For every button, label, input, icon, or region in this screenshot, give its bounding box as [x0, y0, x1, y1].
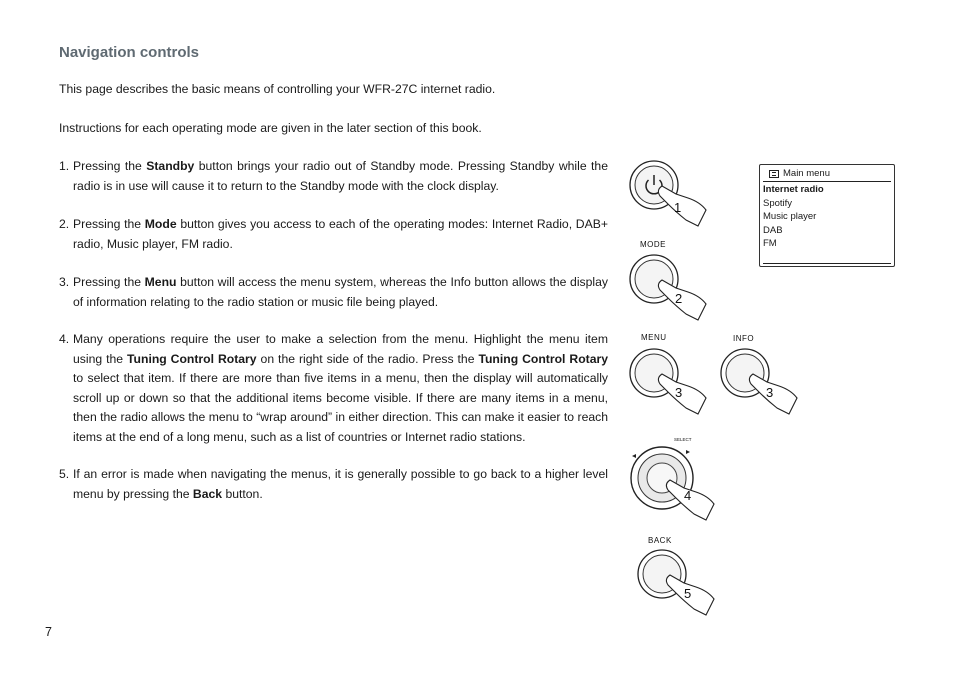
- step-number: 3.: [59, 275, 70, 289]
- intro-paragraph: This page describes the basic means of controlling your WFR-27C internet radio.: [59, 82, 496, 96]
- menu-list-icon: [769, 170, 779, 178]
- rotary-figure: [626, 440, 722, 524]
- rotary-left-arrow-icon: [632, 454, 636, 458]
- step-text: Pressing the Standby button brings your radio out of Standby mode. Pressing Standby while the radio is in use will cause it to return to the Standby mode with the clock display.: [73, 159, 608, 193]
- back-step-number: 5: [684, 586, 692, 601]
- menu-button-label: MENU: [641, 333, 667, 342]
- step-text: Pressing the Menu button will access the menu system, whereas the Info button allows the display of information relating to the radio station or music file being played.: [73, 275, 608, 309]
- display-header: [760, 165, 894, 181]
- display-menu-item[interactable]: Spotify: [763, 197, 793, 209]
- step-number: 1.: [59, 159, 70, 173]
- display-menu-item[interactable]: DAB: [763, 224, 783, 236]
- display-header-title: Main menu: [783, 168, 830, 180]
- menu-step-number: 3: [675, 385, 683, 400]
- step-number: 4.: [59, 332, 70, 346]
- display-menu-list: [760, 182, 894, 251]
- step-3: [59, 273, 608, 312]
- radio-display: [759, 164, 895, 267]
- info-button-label: INFO: [733, 334, 755, 343]
- step-text: Many operations require the user to make a selection from the menu. Highlight the menu item using the Tuning Control Rotary on the right side of the radio. Press the Tuning Control Rotary to select that item. If there are more than five items in a menu, then the display will automatically scroll up or down so that the additional items become visible. If there are many items in a menu, then the radio allows the menu to “wrap around” in either direction. This can make it easier to reach items at the end of a long menu, such as a list of countries or Internet radio stations.: [73, 332, 609, 444]
- step-number: 5.: [59, 467, 70, 481]
- standby-button-figure: [626, 158, 716, 230]
- display-menu-item[interactable]: FM: [763, 238, 777, 249]
- step-text: Pressing the Mode button gives you access to each of the operating modes: Internet Radio, DAB+ radio, Music player, FM radio.: [73, 217, 608, 251]
- info-step-number: 3: [766, 385, 774, 400]
- mode-button-figure: [626, 252, 716, 324]
- back-button-label: BACK: [648, 536, 672, 545]
- rotary-right-arrow-icon: [686, 450, 690, 454]
- display-menu-item[interactable]: Music player: [763, 211, 817, 222]
- step-2: [59, 215, 608, 254]
- instructions-paragraph: Instructions for each operating mode are given in the later section of this book.: [59, 121, 482, 135]
- display-menu-item[interactable]: Internet radio: [763, 184, 824, 195]
- display-scrollbar: [763, 263, 891, 264]
- page-title: Navigation controls: [59, 44, 200, 61]
- info-button-figure: [717, 346, 807, 418]
- step-5: [59, 465, 608, 504]
- rotary-select-label: SELECT: [674, 437, 692, 442]
- page-number: 7: [45, 625, 52, 639]
- mode-step-number: 2: [675, 291, 683, 306]
- mode-button-label: MODE: [640, 240, 666, 249]
- back-button-figure: [634, 548, 724, 620]
- step-4: [59, 330, 608, 447]
- step-text: If an error is made when navigating the menus, it is generally possible to go back to a higher level menu by pressing the Back button.: [73, 467, 608, 501]
- rotary-step-number: 4: [684, 488, 692, 503]
- standby-step-number: 1: [674, 200, 682, 215]
- menu-button-figure: [626, 346, 716, 418]
- step-1: [59, 157, 608, 196]
- step-number: 2.: [59, 217, 70, 231]
